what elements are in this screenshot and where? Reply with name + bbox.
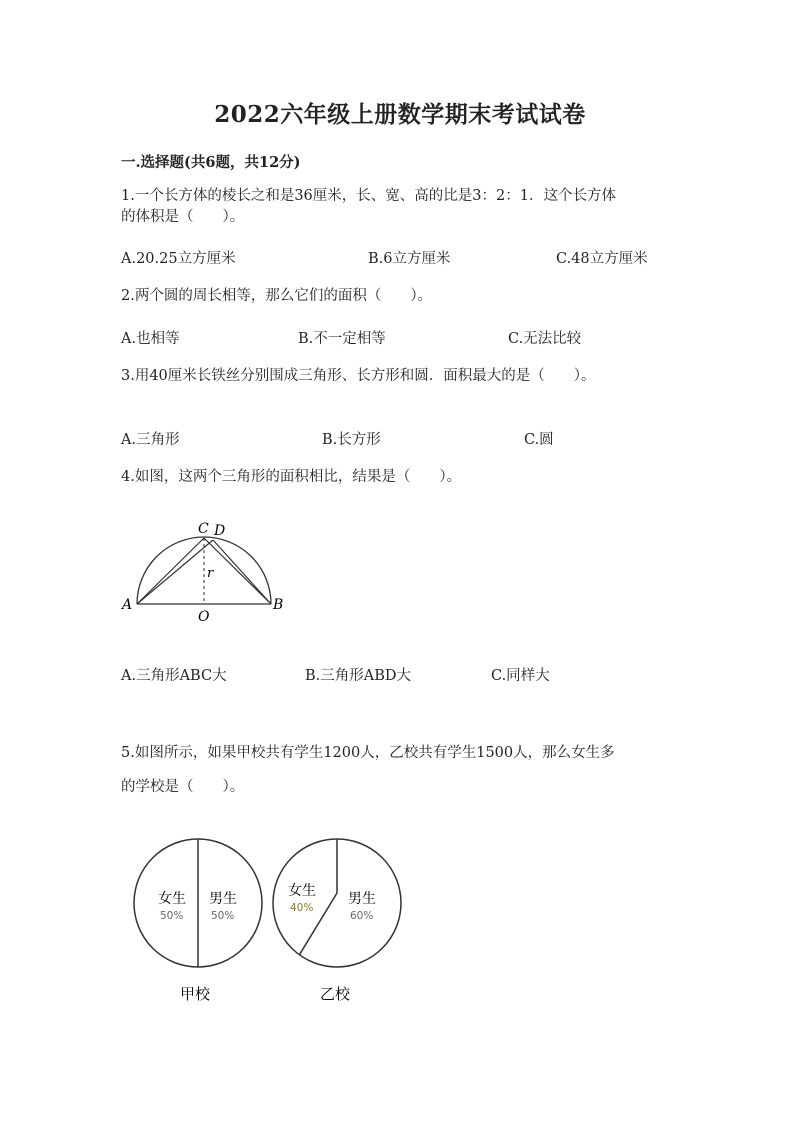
semicircle-triangle-figure — [115, 515, 305, 630]
pie-jia-girls-percent: 50% — [160, 910, 184, 922]
question-1-option-b: B.6立方厘米 — [368, 251, 451, 267]
question-2-option-b: B.不一定相等 — [298, 331, 386, 347]
label-a: A — [122, 597, 133, 613]
question-1-line-2: 的体积是（ ）。 — [121, 209, 245, 225]
question-5-line-1: 5.如图所示，如果甲校共有学生1200人，乙校共有学生1500人，那么女生多 — [121, 745, 615, 761]
pie-school-jia — [134, 839, 262, 1003]
question-2-option-c: C.无法比较 — [508, 331, 582, 347]
question-2-line-1: 2.两个圆的周长相等，那么它们的面积（ ）。 — [121, 288, 433, 304]
pie-yi-boys-percent: 60% — [350, 910, 374, 922]
pie-yi-girls-label: 女生 — [288, 883, 316, 899]
question-3-option-b: B.长方形 — [322, 432, 381, 448]
label-r: r — [207, 566, 214, 581]
question-3-option-a: A.三角形 — [121, 432, 180, 448]
question-4-option-c: C.同样大 — [491, 668, 550, 684]
section-heading: 一.选择题(共6题，共12分) — [121, 154, 301, 171]
question-1-option-a: A.20.25立方厘米 — [121, 251, 236, 267]
segment-bc — [204, 538, 271, 604]
question-5-line-2: 的学校是（ ）。 — [121, 779, 245, 795]
school-pie-charts — [120, 825, 420, 1015]
page-title: 2022六年级上册数学期末考试试卷 — [214, 101, 586, 128]
label-o: O — [198, 609, 210, 625]
question-1-line-1: 1.一个长方体的棱长之和是36厘米，长、宽、高的比是3：2：1．这个长方体 — [121, 188, 616, 204]
question-3-option-c: C.圆 — [524, 432, 554, 448]
label-d: D — [214, 523, 226, 539]
label-c: C — [198, 521, 209, 537]
question-2-option-a: A.也相等 — [121, 331, 180, 347]
segment-ad — [137, 540, 213, 604]
pie-jia-boys-percent: 50% — [211, 910, 235, 922]
pie-jia-boys-label: 男生 — [209, 891, 237, 907]
question-4-line-1: 4.如图，这两个三角形的面积相比，结果是（ ）。 — [121, 469, 462, 485]
segment-ac — [137, 538, 204, 604]
pie-school-yi — [273, 839, 401, 1003]
pie-jia-girls-label: 女生 — [158, 891, 186, 907]
label-b: B — [273, 597, 284, 613]
question-4-option-b: B.三角形ABD大 — [305, 668, 412, 684]
pie-yi-name: 乙校 — [320, 985, 351, 1003]
segment-bd — [213, 540, 271, 604]
question-4-option-a: A.三角形ABC大 — [121, 668, 227, 684]
pie-yi-boys-label: 男生 — [348, 891, 376, 907]
pie-jia-name: 甲校 — [180, 985, 211, 1003]
question-3-line-1: 3.用40厘米长铁丝分别围成三角形、长方形和圆．面积最大的是（ ）。 — [121, 368, 596, 384]
pie-yi-girls-percent: 40% — [290, 902, 314, 914]
question-1-option-c: C.48立方厘米 — [556, 251, 648, 267]
